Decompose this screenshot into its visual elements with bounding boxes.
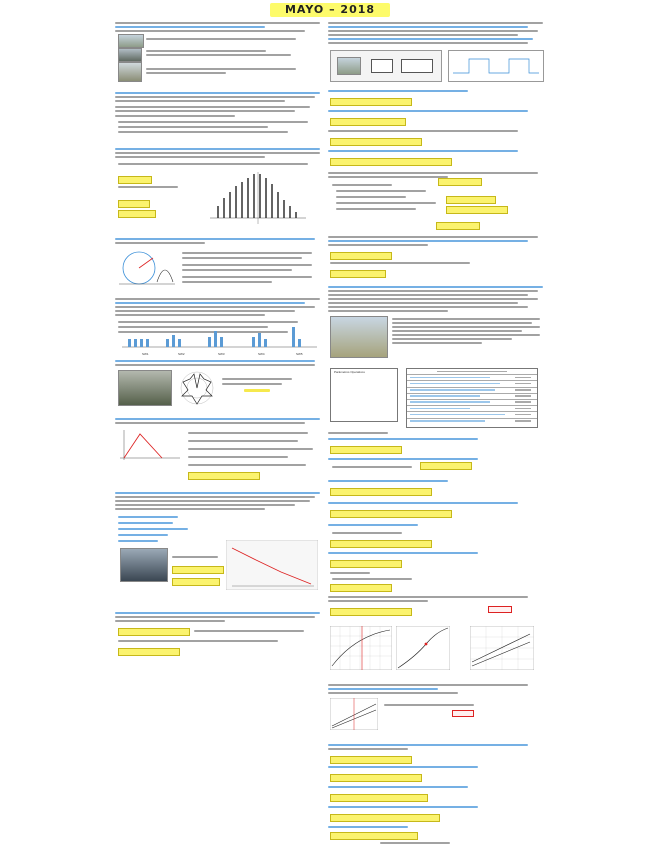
text-line: [118, 121, 308, 123]
text-line: [188, 456, 288, 458]
text-line: [118, 163, 308, 165]
text-line: [115, 26, 265, 28]
text-line: [328, 30, 538, 32]
graph-chart-2: [396, 626, 450, 670]
switch-label: SW4: [258, 352, 265, 356]
equation-box: [118, 648, 180, 656]
text-line: [328, 22, 543, 24]
text-line: [328, 600, 428, 602]
text-line: [115, 96, 315, 98]
text-line: [172, 556, 218, 558]
answer-box: [452, 710, 474, 717]
text-line: [328, 42, 528, 44]
text-line: [328, 310, 448, 312]
text-line: [188, 448, 313, 450]
equation-box: [330, 138, 422, 146]
equation-box: [330, 158, 452, 166]
text-line: [328, 286, 543, 288]
text-line: [336, 190, 426, 192]
text-line: [115, 100, 285, 102]
text-line: [328, 130, 518, 132]
answer-highlight: [244, 389, 270, 392]
text-line: [328, 176, 448, 178]
equation-box: [330, 488, 432, 496]
text-line: [146, 38, 296, 40]
equation-box: [420, 462, 472, 470]
text-line: [115, 148, 320, 150]
text-line: [330, 262, 470, 264]
radar-photo: [118, 34, 144, 48]
text-line: [146, 72, 226, 74]
text-line: [328, 298, 538, 300]
switch-label: SW5: [296, 352, 303, 356]
equation-box: [330, 832, 418, 840]
text-line: [118, 131, 288, 133]
parameters-table: [406, 368, 538, 428]
text-line: [328, 438, 478, 440]
text-line: [332, 532, 402, 534]
text-line: [222, 383, 282, 385]
graph-chart-1: [330, 626, 392, 670]
text-line: [328, 552, 478, 554]
text-line: [328, 306, 528, 308]
text-line: [146, 50, 266, 52]
equation-box: [446, 206, 508, 214]
text-line: [328, 432, 388, 434]
text-line: [115, 110, 295, 112]
text-line: [115, 306, 315, 308]
text-line: [115, 418, 320, 420]
text-line: [328, 236, 538, 238]
equation-box: [118, 628, 190, 636]
text-line: [332, 578, 412, 580]
text-line: [115, 30, 305, 32]
equation-box: [330, 270, 386, 278]
text-line: [118, 126, 268, 128]
text-line: [328, 480, 448, 482]
equation-box: [118, 210, 156, 218]
text-line: [118, 540, 158, 542]
text-line: [118, 640, 278, 642]
table-title: Parámetros Operativos: [334, 370, 365, 374]
equation-box: [118, 200, 150, 208]
text-line: [328, 692, 458, 694]
text-line: [115, 360, 315, 362]
text-line: [115, 496, 315, 498]
parameters-list: [330, 368, 398, 422]
text-line: [115, 92, 320, 94]
equation-box: [118, 176, 152, 184]
switch-bars-figure: [122, 325, 317, 351]
text-line: [392, 318, 540, 320]
text-line: [182, 257, 302, 259]
text-line: [336, 202, 436, 204]
text-line: [330, 572, 370, 574]
switch-label: SW1: [142, 352, 149, 356]
equation-box: [330, 446, 402, 454]
text-line: [384, 704, 474, 706]
text-line: [380, 842, 450, 844]
text-line: [328, 240, 528, 242]
triangle-pulse-figure: [118, 428, 182, 464]
text-line: [328, 294, 528, 296]
equation-box: [438, 178, 482, 186]
text-line: [222, 378, 292, 380]
equation-box: [330, 774, 422, 782]
switch-label: SW3: [218, 352, 225, 356]
text-line: [332, 184, 392, 186]
text-line: [188, 464, 306, 466]
graph-chart-4: [330, 698, 378, 730]
equation-box: [330, 118, 406, 126]
text-line: [115, 106, 310, 108]
radar-photo: [118, 62, 142, 82]
text-line: [118, 522, 173, 524]
equation-box: [330, 252, 392, 260]
text-line: [328, 110, 528, 112]
text-line: [392, 330, 522, 332]
equation-box: [330, 98, 412, 106]
text-line: [328, 502, 518, 504]
text-line: [328, 302, 518, 304]
text-line: [115, 156, 265, 158]
text-line: [336, 196, 406, 198]
radar-tower-photo: [330, 316, 388, 358]
text-line: [328, 150, 518, 152]
text-line: [328, 596, 528, 598]
text-line: [328, 748, 408, 750]
sinc-pulse-figure: [208, 168, 308, 228]
equation-box: [330, 608, 412, 616]
truck-radar-photo: [118, 370, 172, 406]
equation-box: [446, 196, 496, 204]
text-line: [115, 298, 320, 300]
equation-box: [330, 756, 412, 764]
text-line: [115, 115, 235, 117]
radar-photo: [337, 57, 361, 75]
text-line: [182, 264, 312, 266]
text-line: [328, 806, 478, 808]
text-line: [188, 432, 308, 434]
block-diagram-figure: [330, 50, 442, 82]
text-line: [328, 34, 518, 36]
text-line: [118, 186, 178, 188]
equation-box: [330, 814, 440, 822]
text-line: [182, 252, 312, 254]
text-line: [115, 620, 225, 622]
polar-diagram: [117, 248, 177, 288]
text-line: [332, 466, 412, 468]
graph-chart-3: [470, 626, 534, 670]
text-line: [328, 290, 538, 292]
text-line: [188, 440, 298, 442]
equation-box: [436, 222, 480, 230]
page-title: MAYO – 2018: [270, 3, 390, 17]
waveform-figure: [448, 50, 544, 82]
block: [401, 59, 433, 73]
radiation-pattern: [178, 370, 216, 406]
text-line: [194, 630, 304, 632]
block: [371, 59, 393, 73]
text-line: [115, 314, 265, 316]
equation-box: [330, 794, 428, 802]
text-line: [392, 322, 532, 324]
text-line: [115, 504, 295, 506]
equation-box: [330, 560, 402, 568]
text-line: [115, 310, 295, 312]
text-line: [328, 744, 528, 746]
text-line: [115, 616, 315, 618]
text-line: [146, 68, 296, 70]
text-line: [328, 684, 528, 686]
text-line: [328, 766, 478, 768]
text-line: [118, 516, 178, 518]
text-line: [182, 276, 312, 278]
text-line: [115, 364, 315, 366]
text-line: [328, 244, 428, 246]
text-line: [115, 508, 265, 510]
text-line: [118, 321, 298, 323]
text-line: [328, 38, 533, 40]
text-line: [328, 458, 478, 460]
text-line: [328, 688, 438, 690]
equation-box: [330, 584, 392, 592]
equation-box: [172, 578, 220, 586]
antenna-photo: [120, 548, 168, 582]
text-line: [115, 302, 305, 304]
text-line: [328, 786, 468, 788]
text-line: [392, 342, 482, 344]
text-line: [115, 152, 320, 154]
radar-photo: [118, 48, 142, 62]
text-line: [115, 238, 315, 240]
text-line: [115, 422, 305, 424]
text-line: [392, 338, 512, 340]
text-line: [328, 90, 468, 92]
text-line: [328, 172, 538, 174]
text-line: [182, 269, 292, 271]
equation-box: [172, 566, 224, 574]
text-line: [182, 281, 272, 283]
text-line: [118, 528, 188, 530]
text-line: [115, 612, 320, 614]
decay-curve-figure: [226, 540, 318, 590]
text-line: [115, 492, 320, 494]
text-line: [328, 26, 528, 28]
equation-box: [330, 510, 452, 518]
switch-label: SW2: [178, 352, 185, 356]
text-line: [392, 334, 540, 336]
text-line: [115, 500, 310, 502]
text-line: [336, 208, 416, 210]
text-line: [392, 326, 540, 328]
table-row: [407, 419, 537, 424]
text-line: [328, 826, 408, 828]
equation-box: [188, 472, 260, 480]
text-line: [115, 242, 205, 244]
text-line: [115, 22, 320, 24]
text-line: [146, 54, 291, 56]
answer-box: [488, 606, 512, 613]
equation-box: [330, 540, 432, 548]
text-line: [328, 524, 418, 526]
text-line: [118, 534, 168, 536]
